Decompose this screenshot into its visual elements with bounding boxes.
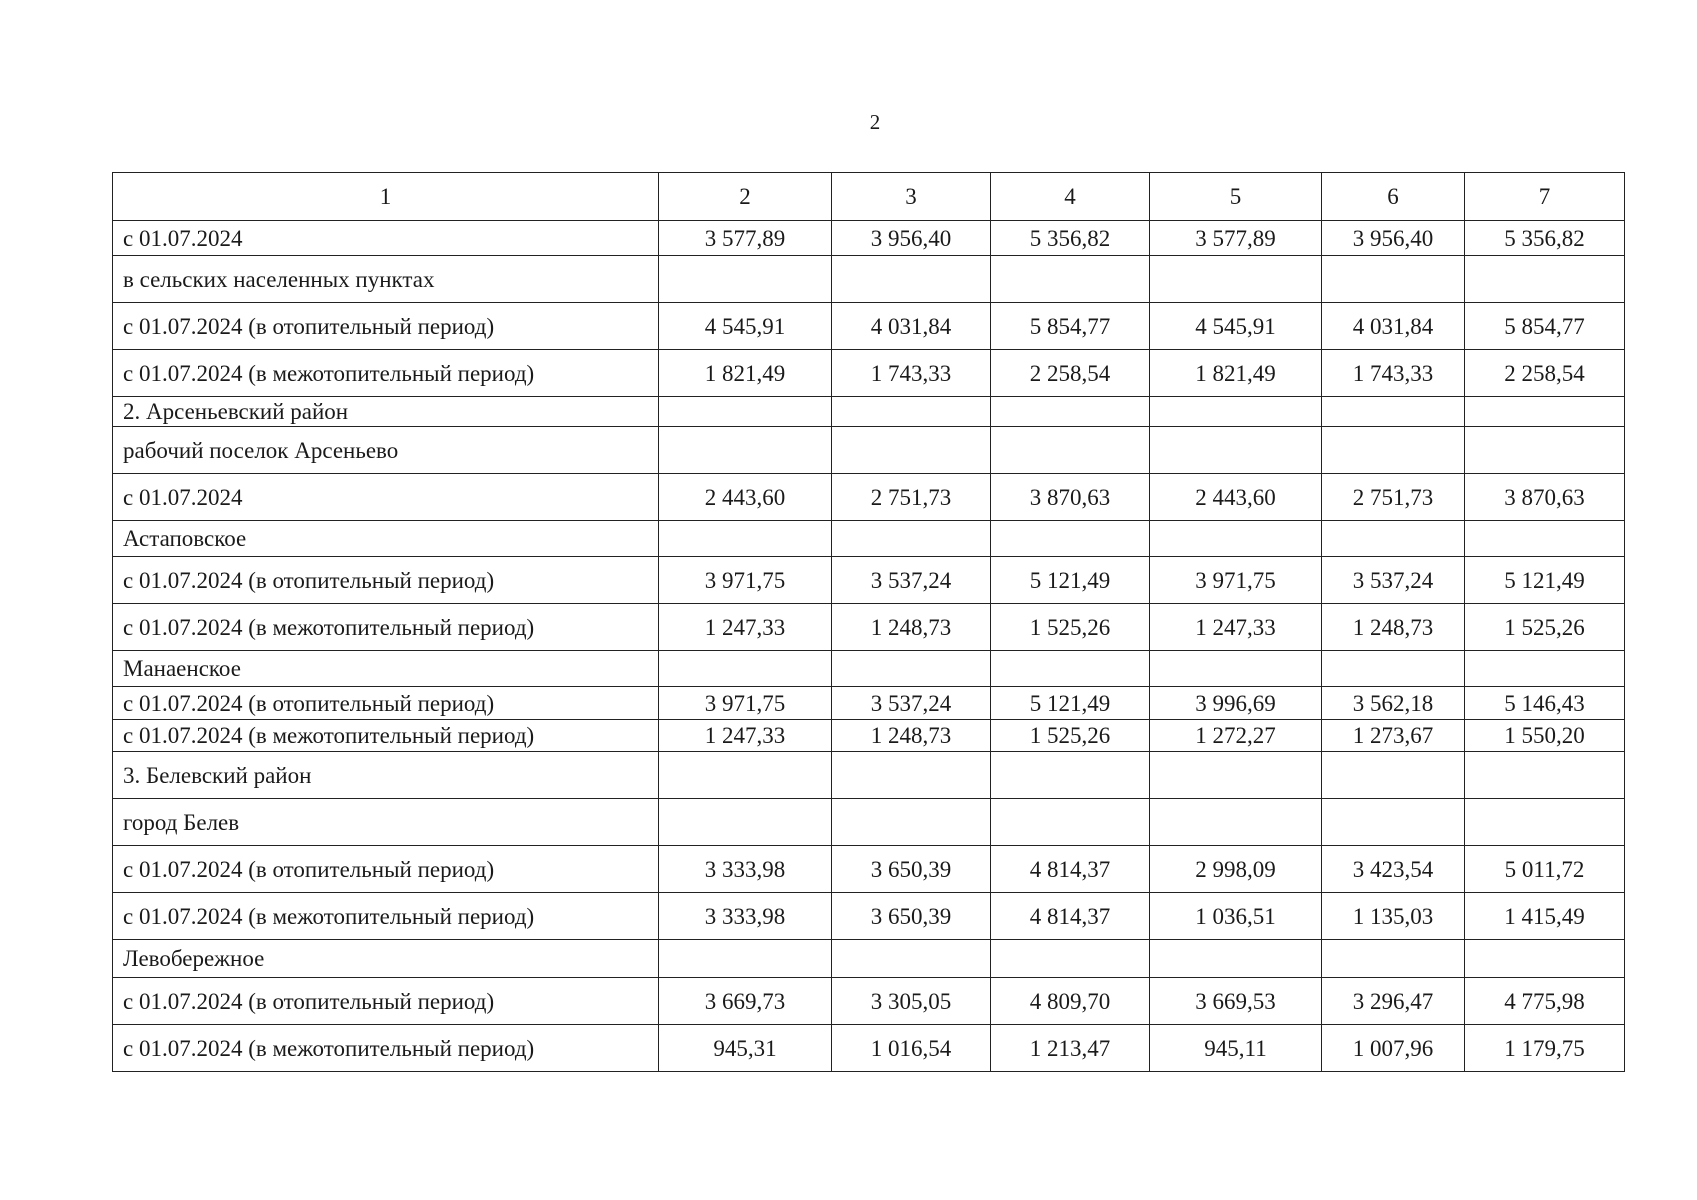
value-cell: 4 809,70 — [991, 978, 1150, 1025]
column-header: 5 — [1150, 173, 1322, 221]
value-cell — [832, 427, 991, 474]
value-cell: 2 751,73 — [1322, 474, 1465, 521]
row-label: Левобережное — [113, 940, 659, 978]
value-cell: 1 525,26 — [991, 720, 1150, 752]
value-cell: 5 146,43 — [1465, 687, 1625, 720]
table-row — [113, 720, 1625, 752]
row-label: в сельских населенных пунктах — [113, 256, 659, 303]
value-cell: 1 247,33 — [659, 720, 832, 752]
value-cell: 3 650,39 — [832, 846, 991, 893]
value-cell: 2 443,60 — [659, 474, 832, 521]
value-cell — [1322, 651, 1465, 687]
value-cell — [832, 521, 991, 557]
value-cell — [1322, 521, 1465, 557]
value-cell: 1 550,20 — [1465, 720, 1625, 752]
value-cell — [991, 521, 1150, 557]
value-cell: 2 258,54 — [991, 350, 1150, 397]
row-label: с 01.07.2024 (в отопительный период) — [113, 303, 659, 350]
value-cell — [832, 651, 991, 687]
value-cell: 1 821,49 — [1150, 350, 1322, 397]
value-cell — [1465, 256, 1625, 303]
value-cell — [659, 752, 832, 799]
row-label: с 01.07.2024 (в отопительный период) — [113, 687, 659, 720]
value-cell: 3 971,75 — [659, 687, 832, 720]
value-cell — [991, 940, 1150, 978]
row-label: с 01.07.2024 (в отопительный период) — [113, 557, 659, 604]
value-cell: 5 121,49 — [991, 557, 1150, 604]
value-cell: 945,11 — [1150, 1025, 1322, 1072]
value-cell — [1465, 940, 1625, 978]
value-cell — [991, 427, 1150, 474]
value-cell: 1 821,49 — [659, 350, 832, 397]
value-cell: 3 305,05 — [832, 978, 991, 1025]
table-row — [113, 687, 1625, 720]
value-cell: 4 031,84 — [1322, 303, 1465, 350]
value-cell: 5 356,82 — [1465, 221, 1625, 256]
row-label: с 01.07.2024 — [113, 221, 659, 256]
value-cell — [832, 940, 991, 978]
table-row — [113, 940, 1625, 978]
value-cell: 3 537,24 — [832, 557, 991, 604]
value-cell — [659, 651, 832, 687]
value-cell: 2 443,60 — [1150, 474, 1322, 521]
value-cell: 1 247,33 — [1150, 604, 1322, 651]
value-cell — [659, 521, 832, 557]
value-cell — [1465, 651, 1625, 687]
value-cell — [1322, 799, 1465, 846]
table-row — [113, 557, 1625, 604]
table-row — [113, 221, 1625, 256]
value-cell: 5 854,77 — [1465, 303, 1625, 350]
table-row — [113, 978, 1625, 1025]
value-cell: 1 248,73 — [832, 720, 991, 752]
value-cell: 2 258,54 — [1465, 350, 1625, 397]
value-cell: 2 751,73 — [832, 474, 991, 521]
value-cell — [659, 940, 832, 978]
row-label: с 01.07.2024 (в межотопительный период) — [113, 350, 659, 397]
value-cell: 1 016,54 — [832, 1025, 991, 1072]
value-cell: 3 296,47 — [1322, 978, 1465, 1025]
value-cell — [832, 397, 991, 427]
value-cell — [1322, 940, 1465, 978]
table-row — [113, 752, 1625, 799]
row-label: с 01.07.2024 (в межотопительный период) — [113, 720, 659, 752]
value-cell: 1 135,03 — [1322, 893, 1465, 940]
row-label: с 01.07.2024 (в отопительный период) — [113, 846, 659, 893]
value-cell: 1 743,33 — [832, 350, 991, 397]
column-header: 7 — [1465, 173, 1625, 221]
value-cell: 1 248,73 — [1322, 604, 1465, 651]
column-header: 6 — [1322, 173, 1465, 221]
value-cell — [1322, 397, 1465, 427]
value-cell: 1 179,75 — [1465, 1025, 1625, 1072]
value-cell: 4 775,98 — [1465, 978, 1625, 1025]
value-cell — [991, 256, 1150, 303]
value-cell: 3 537,24 — [832, 687, 991, 720]
value-cell: 3 650,39 — [832, 893, 991, 940]
column-header: 1 — [113, 173, 659, 221]
value-cell — [1465, 427, 1625, 474]
value-cell — [991, 651, 1150, 687]
value-cell: 3 956,40 — [1322, 221, 1465, 256]
value-cell: 4 814,37 — [991, 893, 1150, 940]
value-cell: 5 356,82 — [991, 221, 1150, 256]
header-row — [113, 173, 1625, 221]
row-label: Манаенское — [113, 651, 659, 687]
table-row — [113, 350, 1625, 397]
table-row — [113, 427, 1625, 474]
value-cell — [832, 256, 991, 303]
row-label: 3. Белевский район — [113, 752, 659, 799]
value-cell: 3 996,69 — [1150, 687, 1322, 720]
value-cell: 1 272,27 — [1150, 720, 1322, 752]
value-cell: 3 669,73 — [659, 978, 832, 1025]
row-label: город Белев — [113, 799, 659, 846]
row-label: с 01.07.2024 (в межотопительный период) — [113, 604, 659, 651]
value-cell: 1 247,33 — [659, 604, 832, 651]
tariff-table — [112, 172, 1625, 1072]
column-header: 4 — [991, 173, 1150, 221]
value-cell — [1465, 397, 1625, 427]
table-row — [113, 846, 1625, 893]
value-cell: 3 577,89 — [659, 221, 832, 256]
row-label: Астаповское — [113, 521, 659, 557]
value-cell: 5 011,72 — [1465, 846, 1625, 893]
value-cell — [1465, 521, 1625, 557]
value-cell — [991, 799, 1150, 846]
value-cell: 3 870,63 — [1465, 474, 1625, 521]
value-cell — [659, 799, 832, 846]
value-cell: 1 036,51 — [1150, 893, 1322, 940]
value-cell: 3 333,98 — [659, 846, 832, 893]
value-cell — [1322, 752, 1465, 799]
table-row — [113, 651, 1625, 687]
value-cell: 1 213,47 — [991, 1025, 1150, 1072]
value-cell — [1150, 427, 1322, 474]
value-cell: 3 423,54 — [1322, 846, 1465, 893]
value-cell — [832, 799, 991, 846]
value-cell: 3 669,53 — [1150, 978, 1322, 1025]
value-cell — [1150, 799, 1322, 846]
value-cell: 945,31 — [659, 1025, 832, 1072]
value-cell: 4 545,91 — [659, 303, 832, 350]
value-cell — [1150, 521, 1322, 557]
table-row — [113, 303, 1625, 350]
value-cell: 3 870,63 — [991, 474, 1150, 521]
table-row — [113, 397, 1625, 427]
value-cell — [991, 752, 1150, 799]
value-cell: 1 525,26 — [991, 604, 1150, 651]
table-row — [113, 1025, 1625, 1072]
value-cell: 3 971,75 — [659, 557, 832, 604]
value-cell — [1465, 752, 1625, 799]
value-cell: 1 007,96 — [1322, 1025, 1465, 1072]
value-cell — [1150, 651, 1322, 687]
value-cell: 3 562,18 — [1322, 687, 1465, 720]
value-cell — [659, 397, 832, 427]
value-cell: 5 854,77 — [991, 303, 1150, 350]
value-cell: 3 956,40 — [832, 221, 991, 256]
table-row — [113, 893, 1625, 940]
value-cell: 4 545,91 — [1150, 303, 1322, 350]
value-cell — [991, 397, 1150, 427]
column-header: 3 — [832, 173, 991, 221]
row-label: с 01.07.2024 (в межотопительный период) — [113, 1025, 659, 1072]
value-cell — [1150, 397, 1322, 427]
value-cell: 2 998,09 — [1150, 846, 1322, 893]
value-cell: 1 743,33 — [1322, 350, 1465, 397]
value-cell — [1150, 940, 1322, 978]
value-cell — [1322, 427, 1465, 474]
table-row — [113, 799, 1625, 846]
row-label: 2. Арсеньевский район — [113, 397, 659, 427]
value-cell: 3 577,89 — [1150, 221, 1322, 256]
column-header: 2 — [659, 173, 832, 221]
row-label: с 01.07.2024 (в отопительный период) — [113, 978, 659, 1025]
value-cell: 4 031,84 — [832, 303, 991, 350]
table-row — [113, 604, 1625, 651]
row-label: с 01.07.2024 (в межотопительный период) — [113, 893, 659, 940]
table-row — [113, 256, 1625, 303]
value-cell: 3 971,75 — [1150, 557, 1322, 604]
row-label: рабочий поселок Арсеньево — [113, 427, 659, 474]
value-cell: 1 525,26 — [1465, 604, 1625, 651]
value-cell: 3 333,98 — [659, 893, 832, 940]
table-row — [113, 521, 1625, 557]
value-cell — [832, 752, 991, 799]
value-cell: 5 121,49 — [991, 687, 1150, 720]
value-cell: 5 121,49 — [1465, 557, 1625, 604]
value-cell — [1322, 256, 1465, 303]
table-row — [113, 474, 1625, 521]
page-number: 2 — [869, 110, 881, 134]
row-label: с 01.07.2024 — [113, 474, 659, 521]
value-cell — [659, 427, 832, 474]
value-cell: 1 273,67 — [1322, 720, 1465, 752]
value-cell — [1150, 752, 1322, 799]
value-cell: 1 415,49 — [1465, 893, 1625, 940]
value-cell — [1465, 799, 1625, 846]
value-cell: 3 537,24 — [1322, 557, 1465, 604]
value-cell: 1 248,73 — [832, 604, 991, 651]
value-cell — [1150, 256, 1322, 303]
value-cell: 4 814,37 — [991, 846, 1150, 893]
value-cell — [659, 256, 832, 303]
